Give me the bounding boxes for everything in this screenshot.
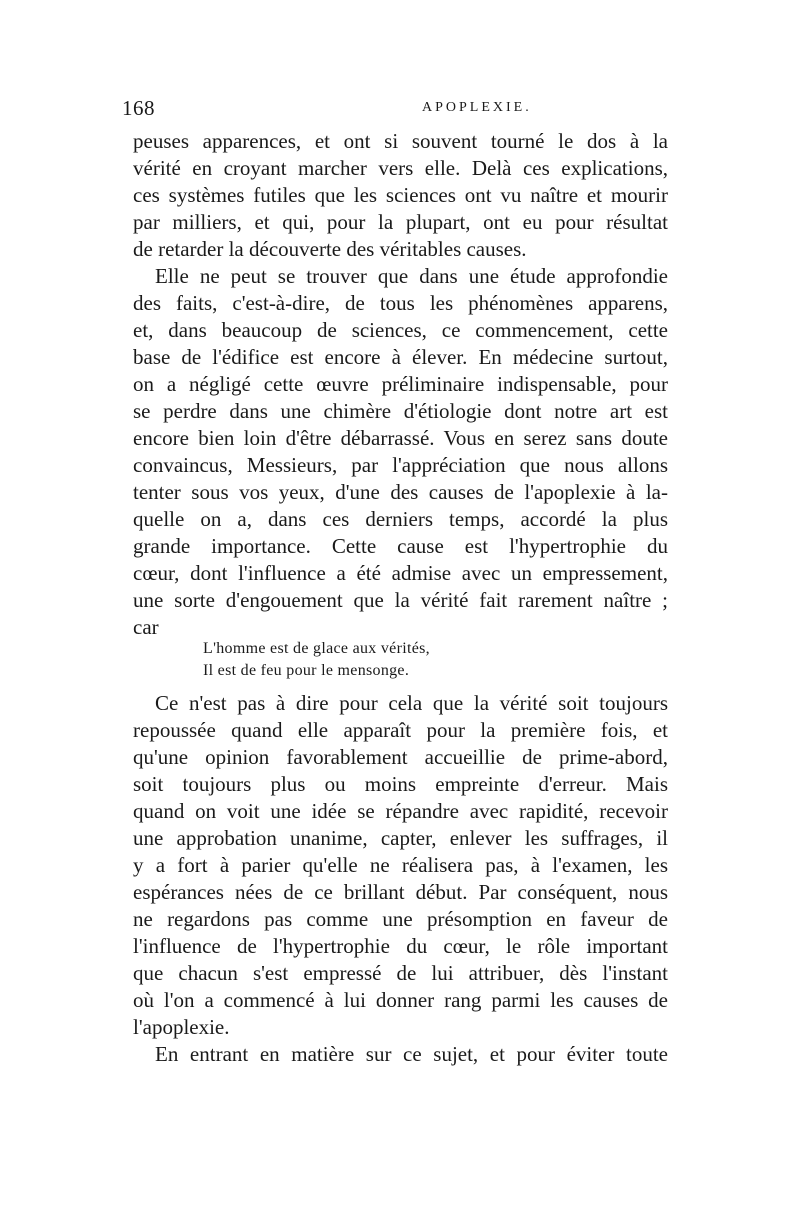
- verse-line: Il est de feu pour le mensonge.: [203, 662, 410, 679]
- text-line: convaincus, Messieurs, par l'appréciation que nous allons: [133, 453, 668, 477]
- text-line: tenter sous vos yeux, d'une des causes de l'apoplexie à la-: [133, 480, 668, 504]
- text-line: une sorte d'engouement que la vérité fait rarement naître ;: [133, 588, 668, 612]
- text-line: ces systèmes futiles que les sciences ont vu naître et mourir: [133, 183, 668, 207]
- text-line: ne regardons pas comme une présomption en faveur de: [133, 907, 668, 931]
- text-line: espérances nées de ce brillant début. Par conséquent, nous: [133, 880, 668, 904]
- text-line: l'influence de l'hypertrophie du cœur, le rôle important: [133, 934, 668, 958]
- text-line: où l'on a commencé à lui donner rang parmi les causes de: [133, 988, 668, 1012]
- text-line: l'apoplexie.: [133, 1015, 230, 1039]
- text-line: et, dans beaucoup de sciences, ce commencement, cette: [133, 318, 668, 342]
- text-line: car: [133, 615, 159, 639]
- text-line: une approbation unanime, capter, enlever les suffrages, il: [133, 826, 668, 850]
- running-head: APOPLEXIE.: [422, 100, 532, 115]
- text-line: quelle on a, dans ces derniers temps, accordé la plus: [133, 507, 668, 531]
- text-line: y a fort à parier qu'elle ne réalisera pas, à l'examen, les: [133, 853, 668, 877]
- text-line: de retarder la découverte des véritables causes.: [133, 237, 527, 261]
- text-line: Elle ne peut se trouver que dans une étude approfondie: [155, 264, 668, 288]
- text-line: vérité en croyant marcher vers elle. Delà ces explications,: [133, 156, 668, 180]
- text-line: encore bien loin d'être débarrassé. Vous en serez sans doute: [133, 426, 668, 450]
- text-line: se perdre dans une chimère d'étiologie dont notre art est: [133, 399, 668, 423]
- text-line: peuses apparences, et ont si souvent tourné le dos à la: [133, 129, 668, 153]
- text-line: soit toujours plus ou moins empreinte d'erreur. Mais: [133, 772, 668, 796]
- verse-line: L'homme est de glace aux vérités,: [203, 640, 430, 657]
- text-line: que chacun s'est empressé de lui attribuer, dès l'instant: [133, 961, 668, 985]
- text-line: grande importance. Cette cause est l'hypertrophie du: [133, 534, 668, 558]
- text-line: qu'une opinion favorablement accueillie de prime-abord,: [133, 745, 668, 769]
- text-line: des faits, c'est-à-dire, de tous les phénomènes apparens,: [133, 291, 668, 315]
- text-line: Ce n'est pas à dire pour cela que la vérité soit toujours: [155, 691, 668, 715]
- text-line: quand on voit une idée se répandre avec rapidité, recevoir: [133, 799, 668, 823]
- text-line: cœur, dont l'influence a été admise avec un empressement,: [133, 561, 668, 585]
- text-line: on a négligé cette œuvre préliminaire indispensable, pour: [133, 372, 668, 396]
- text-line: En entrant en matière sur ce sujet, et pour éviter toute: [155, 1042, 668, 1066]
- page-number: 168: [122, 96, 155, 120]
- page-header: [122, 96, 682, 124]
- text-line: repoussée quand elle apparaît pour la première fois, et: [133, 718, 668, 742]
- text-line: base de l'édifice est encore à élever. En médecine surtout,: [133, 345, 668, 369]
- text-line: par milliers, et qui, pour la plupart, ont eu pour résultat: [133, 210, 668, 234]
